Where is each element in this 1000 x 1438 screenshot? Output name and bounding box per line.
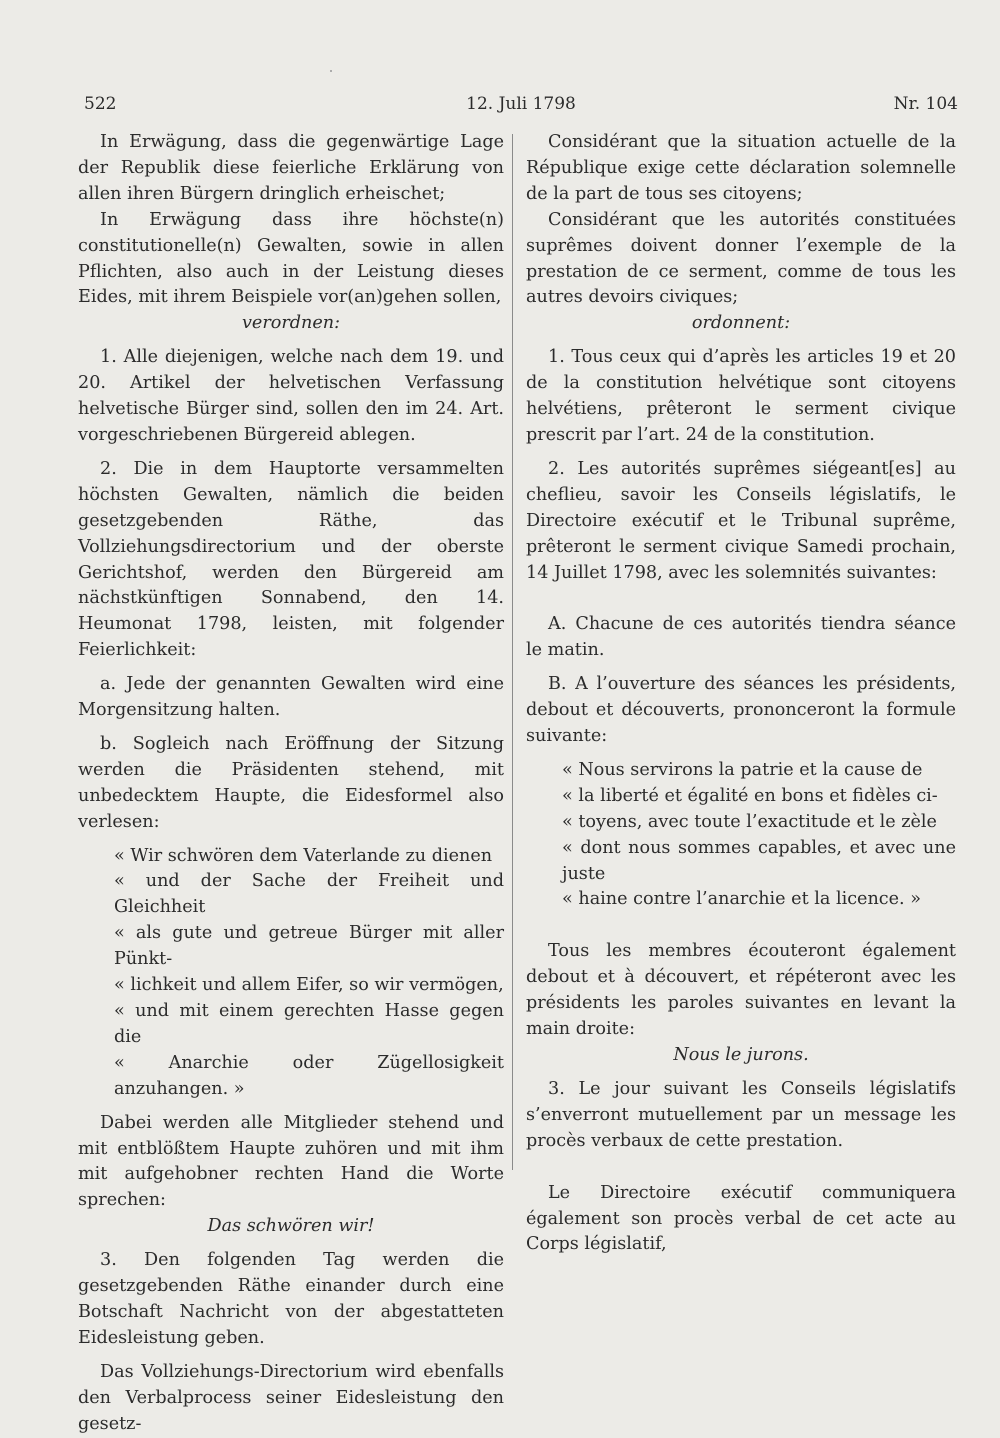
fr-directoire: Le Directoire exécutif communiquera également son procès verbal de cet acte au Corps législatif,	[526, 1182, 956, 1255]
paper-speck	[330, 70, 332, 72]
de-article-3: 3. Den folgenden Tag werden die gesetzgebenden Räthe einander durch eine Botschaft Nachricht von der abgestatteten Eidesleistung geben.	[78, 1250, 504, 1348]
german-column	[78, 130, 504, 1438]
fr-clause-b: B. A l’ouverture des séances les présidents, debout et découverts, prononceront la formule suivante:	[526, 674, 956, 747]
de-dabei: Dabei werden alle Mitglieder stehend und mit entblößtem Haupte zuhören und mit ihm mit aufgehobner rechten Hand die Worte sprechen:	[78, 1112, 504, 1211]
de-article-1: 1. Alle diejenigen, welche nach dem 19. und 20. Artikel der helvetischen Verfassung helvetische Bürger sind, sollen den im 24. Art. vorgeschriebenen Bürgereid ablegen.	[78, 347, 504, 445]
de-oath-line: « als gute und getreue Bürger mit aller Pünkt-	[114, 923, 504, 970]
de-oath-line: « und der Sache der Freiheit und Gleichheit	[114, 871, 504, 918]
fr-article-3: 3. Le jour suivant les Conseils législatifs s’enverront mutuellement par un message les procès verbaux de cette prestation.	[526, 1078, 956, 1151]
fr-oath-line: « haine contre l’anarchie et la licence. »	[562, 889, 922, 910]
fr-preamble-2: Considérant que les autorités constituées suprêmes doivent donner l’exemple de la prestation de ce serment, comme de tous les autres devoirs civiques;	[526, 209, 956, 308]
fr-tous: Tous les membres écouteront également debout et à découvert, et répéteront avec les présidents les paroles suivantes en levant la main droite:	[526, 941, 956, 1040]
column-divider	[512, 134, 513, 1170]
de-preamble-2: In Erwägung dass ihre höchste(n) constitutionelle(n) Gewalten, sowie in allen Pflichten, also auch in der Leistung dieses Eides, mit ihrem Beispiele vor(an)gehen sollen,	[78, 209, 504, 308]
de-oath-line: « Wir schwören dem Vaterlande zu dienen	[114, 845, 493, 866]
de-clause-a: a. Jede der genannten Gewalten wird eine Morgensitzung halten.	[78, 674, 504, 721]
de-vollziehung: Das Vollziehungs-Directorium wird ebenfalls den Verbalprocess seiner Eidesleistung den gesetz-	[78, 1361, 504, 1434]
header-date: 12. Juli 1798	[466, 94, 576, 114]
fr-oath-line: « la liberté et égalité en bons et fidèles ci-	[562, 785, 938, 806]
document-number: Nr. 104	[893, 94, 958, 114]
fr-preamble-1: Considérant que la situation actuelle de la République exige cette déclaration solemnelle de la part de tous ses citoyens;	[526, 132, 956, 204]
de-article-2: 2. Die in dem Hauptorte versammelten höchsten Gewalten, nämlich die beiden gesetzgebenden Räthe, das Vollziehungsdirectorium und der oberste Gerichtshof, werden den Bürgereid am nächstkünftigen Sonnabend, den 14. Heumonat 1798, leisten, mit folgender Feierlichkeit:	[78, 458, 504, 661]
fr-clause-a: A. Chacune de ces autorités tiendra séance le matin.	[526, 614, 956, 661]
fr-oath-line: « dont nous sommes capables, et avec une juste	[562, 837, 956, 884]
fr-article-1: 1. Tous ceux qui d’après les articles 19 et 20 de la constitution helvétique sont citoyens helvétiens, prêteront le serment civique prescrit par l’art. 24 de la constitution.	[526, 347, 956, 445]
french-column	[526, 130, 956, 1258]
de-verordnen: verordnen:	[241, 313, 341, 334]
fr-jurons: Nous le jurons.	[673, 1045, 809, 1065]
de-oath-line: « Anarchie oder Zügellosigkeit anzuhangen. »	[114, 1052, 504, 1099]
de-clause-b: b. Sogleich nach Eröffnung der Sitzung werden die Präsidenten stehend, mit unbedecktem Haupte, die Eidesformel also verlesen:	[78, 733, 504, 832]
de-preamble-1: In Erwägung, dass die gegenwärtige Lage der Republik diese feierliche Erklärung von allen ihren Bürgern dringlich erheischet;	[78, 132, 504, 204]
running-head	[84, 92, 958, 116]
de-oath-line: « und mit einem gerechten Hasse gegen die	[114, 1001, 504, 1047]
de-oath-line: « lichkeit und allem Eifer, so wir vermögen,	[114, 975, 504, 996]
fr-article-2: 2. Les autorités suprêmes siégeant[es] au cheflieu, savoir les Conseils législatifs, le Directoire exécutif et le Tribunal suprême, prêteront le serment civique Samedi prochain, 14 Juillet 1798, avec les solemnités suivantes:	[526, 458, 956, 583]
fr-ordonnent: ordonnent:	[691, 313, 791, 334]
de-schwoeren: Das schwören wir!	[207, 1216, 375, 1237]
fr-oath-line: « toyens, avec toute l’exactitude et le zèle	[562, 811, 937, 832]
page-number: 522	[84, 94, 117, 114]
fr-oath-line: « Nous servirons la patrie et la cause de	[562, 759, 923, 780]
